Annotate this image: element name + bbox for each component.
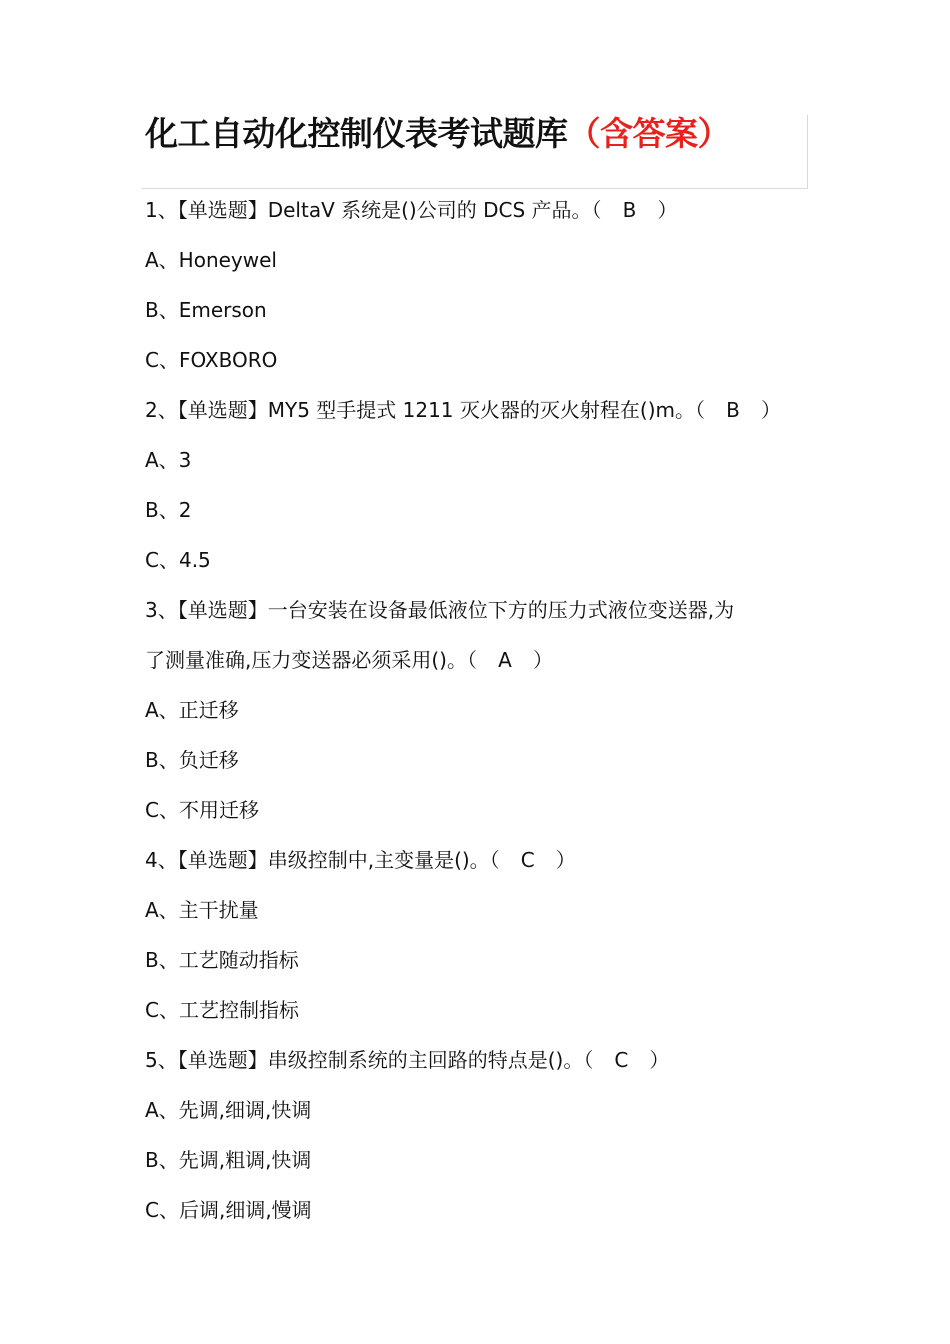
title-main: 化工自动化控制仪表考试题库: [145, 114, 568, 153]
answer-close-paren: ）: [760, 398, 781, 422]
question-3-option-b: B、负迁移: [145, 748, 239, 772]
question-stem-text: 4、【单选题】串级控制中,主变量是()。（: [145, 848, 500, 872]
question-stem-text: 5、【单选题】串级控制系统的主回路的特点是()。（: [145, 1048, 594, 1072]
question-4-option-a: A、主干扰量: [145, 898, 259, 922]
question-stem-text: 2、【单选题】MY5 型手提式 1211 灭火器的灭火射程在()m。（: [145, 398, 705, 422]
question-4-option-b: B、工艺随动指标: [145, 948, 299, 972]
question-4-answer: C: [520, 848, 535, 872]
question-2-answer: B: [726, 398, 740, 422]
question-list: [145, 185, 815, 1235]
question-stem-text: 1、【单选题】DeltaV 系统是()公司的 DCS 产品。（: [145, 198, 602, 222]
question-4-stem: [145, 835, 815, 885]
question-1-answer: B: [622, 198, 637, 222]
question-1-option-b: B、Emerson: [145, 298, 267, 322]
question-5-answer: C: [614, 1048, 629, 1072]
question-2-option-b: B、2: [145, 498, 192, 522]
question-5-option-c: C、后调,细调,慢调: [145, 1198, 312, 1222]
answer-close-paren: ）: [657, 198, 678, 222]
page-title: [145, 110, 730, 158]
question-3-stem-line-1: 3、【单选题】一台安装在设备最低液位下方的压力式液位变送器,为: [145, 598, 735, 622]
question-3-stem-line-2: [145, 635, 815, 685]
answer-close-paren: ）: [532, 648, 553, 672]
question-1-option-a: A、Honeywel: [145, 248, 277, 272]
question-1-option-c: C、FOXBORO: [145, 348, 278, 372]
question-5-stem: [145, 1035, 815, 1085]
answer-close-paren: ）: [555, 848, 576, 872]
question-5-option-b: B、先调,粗调,快调: [145, 1148, 312, 1172]
question-2-option-c: C、4.5: [145, 548, 211, 572]
title-accent: （含答案）: [567, 114, 730, 153]
question-4-option-c: C、工艺控制指标: [145, 998, 299, 1022]
question-3-option-c: C、不用迁移: [145, 798, 259, 822]
question-1-stem: [145, 185, 815, 235]
question-3-answer: A: [498, 648, 512, 672]
question-stem-text: 了测量准确,压力变送器必须采用()。（: [145, 648, 477, 672]
question-2-stem: [145, 385, 815, 435]
question-2-option-a: A、3: [145, 448, 192, 472]
answer-close-paren: ）: [649, 1048, 670, 1072]
question-5-option-a: A、先调,细调,快调: [145, 1098, 312, 1122]
question-3-option-a: A、正迁移: [145, 698, 239, 722]
